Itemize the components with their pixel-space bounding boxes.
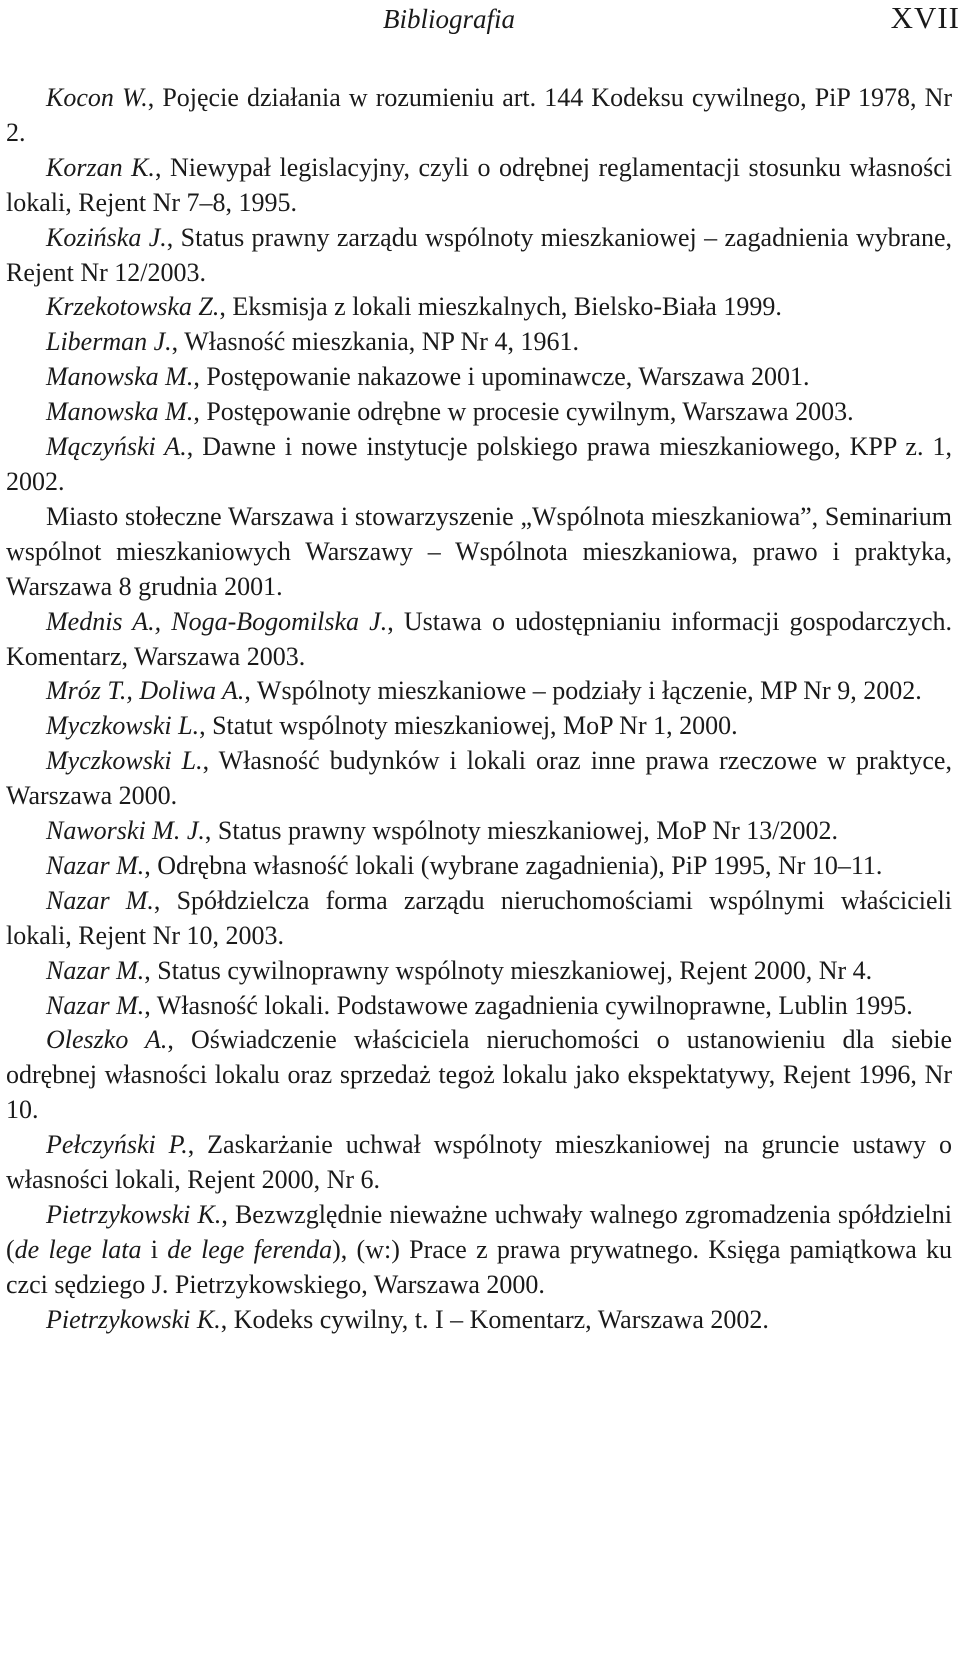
entry-text: , Ustawa o udostępnianiu informacji gospodarczych. Komentarz, Warszawa 2003.	[6, 606, 952, 671]
entry-text: , Własność lokali. Podstawowe zagadnienia cywilnoprawne, Lublin 1995.	[144, 990, 913, 1020]
entry-author: Nazar M.	[46, 850, 145, 880]
bibliography-entry	[6, 290, 952, 325]
entry-author: Kocon W.	[46, 83, 148, 112]
entry-text: , Kodeks cywilny, t. I – Komentarz, Warszawa 2002.	[220, 1304, 769, 1334]
bibliography-entry	[6, 395, 952, 430]
entry-author: Pełczyński P.	[46, 1130, 188, 1160]
bibliography-entry	[6, 605, 952, 675]
bibliography-entry	[6, 500, 952, 605]
entry-italic-text: de lege lata	[14, 1234, 142, 1264]
entry-text: , Spółdzielcza forma zarządu nieruchomościami wspólnymi właścicieli lokali, Rejent Nr 10, 2003.	[6, 885, 952, 950]
bibliography-entry	[6, 674, 952, 709]
entry-text: , Status prawny wspólnoty mieszkaniowej, MoP Nr 13/2002.	[204, 816, 838, 846]
entry-author: Oleszko A.	[46, 1025, 168, 1055]
entry-author: Liberman J.	[46, 327, 172, 357]
entry-text: Miasto stołeczne Warszawa i stowarzyszenie „Wspólnota mieszkaniowa”, Seminarium wspólnot mieszkaniowych Warszawy – Wspólnota mieszkaniowa, prawo i praktyka, Warszawa 8 grudnia 2001.	[6, 501, 952, 601]
bibliography-list	[6, 81, 952, 1338]
bibliography-entry	[6, 954, 952, 989]
entry-italic-text: de lege ferenda	[167, 1234, 333, 1264]
bibliography-entry	[6, 1023, 952, 1128]
entry-author: Mednis A., Noga-Bogomilska J.	[46, 606, 388, 636]
entry-text: , Zaskarżanie uchwał wspólnoty mieszkaniowej na gruncie ustawy o własności lokali, Rejent 2000, Nr 6.	[6, 1130, 952, 1195]
entry-text: , Pojęcie działania w rozumieniu art. 144 Kodeksu cywilnego, PiP 1978, Nr 2.	[6, 83, 952, 147]
bibliography-entry	[6, 325, 952, 360]
running-header	[0, 0, 960, 40]
section-title: Bibliografia	[383, 4, 516, 34]
entry-text: , Niewypał legislacyjny, czyli o odrębnej reglamentacji stosunku własności lokali, Rejent Nr 7–8, 1995.	[6, 152, 952, 217]
entry-text: , Postępowanie odrębne w procesie cywilnym, Warszawa 2003.	[193, 397, 854, 427]
entry-author: Pietrzykowski K.	[46, 1200, 222, 1229]
entry-text: , Dawne i nowe instytucje polskiego prawa mieszkaniowego, KPP z. 1, 2002.	[6, 432, 952, 496]
bibliography-entry	[6, 814, 952, 849]
bibliography-entry	[6, 151, 952, 221]
entry-author: Myczkowski L.	[46, 746, 203, 776]
entry-text: , Eksmisja z lokali mieszkalnych, Bielsko-Biała 1999.	[219, 292, 782, 322]
bibliography-entry	[6, 709, 952, 744]
bibliography-entry	[6, 1303, 952, 1338]
page-number: XVII	[890, 0, 960, 35]
bibliography-entry	[6, 744, 952, 814]
bibliography-entry	[6, 1128, 952, 1198]
entry-author: Manowska M.	[46, 362, 194, 392]
entry-author: Mróz T., Doliwa A.	[46, 676, 245, 706]
entry-author: Manowska M.	[46, 397, 194, 427]
entry-text: ), (w:) Prace z prawa prywatnego. Księga pamiątkowa ku czci sędziego J. Pietrzykowskiego, Warszawa 2000.	[6, 1234, 952, 1299]
bibliography-entry	[6, 221, 952, 291]
entry-author: Nazar M.	[46, 955, 145, 985]
entry-text: , Postępowanie nakazowe i upominawcze, Warszawa 2001.	[193, 362, 810, 392]
entry-author: Nazar M.	[46, 885, 154, 915]
entry-author: Krzekotowska Z.	[46, 292, 220, 322]
bibliography-entry	[6, 430, 952, 500]
entry-author: Korzan K.	[46, 152, 155, 182]
entry-author: Pietrzykowski K.	[46, 1304, 221, 1334]
bibliography-entry	[6, 1198, 952, 1303]
entry-text: i	[141, 1234, 168, 1264]
entry-author: Naworski M. J.	[46, 816, 205, 846]
bibliography-entry	[6, 849, 952, 884]
bibliography-entry	[6, 360, 952, 395]
bibliography-entry	[6, 81, 952, 151]
entry-author: Kozińska J.	[46, 222, 167, 252]
entry-author: Nazar M.	[46, 990, 145, 1020]
entry-text: , Oświadczenie właściciela nieruchomości o ustanowieniu dla siebie odrębnej własności lokalu oraz sprzedaż tegoż lokalu jako ekspektatywy, Rejent 1996, Nr 10.	[6, 1025, 952, 1125]
entry-text: , Własność budynków i lokali oraz inne prawa rzeczowe w praktyce, Warszawa 2000.	[6, 746, 952, 811]
entry-author: Myczkowski L.	[46, 711, 200, 741]
bibliography-entry	[6, 884, 952, 954]
entry-text: , Status prawny zarządu wspólnoty mieszkaniowej – zagadnienia wybrane, Rejent Nr 12/2003.	[6, 222, 952, 287]
entry-author: Mączyński A.	[46, 432, 187, 462]
entry-text: , Odrębna własność lokali (wybrane zagadnienia), PiP 1995, Nr 10–11.	[144, 850, 883, 880]
entry-text: , Bezwzględnie nieważne uchwały walnego zgromadzenia spółdzielni (	[6, 1200, 952, 1264]
entry-text: , Własność mieszkania, NP Nr 4, 1961.	[171, 327, 579, 357]
entry-text: , Statut wspólnoty mieszkaniowej, MoP Nr 1, 2000.	[199, 711, 738, 741]
entry-text: , Wspólnoty mieszkaniowe – podziały i łączenie, MP Nr 9, 2002.	[244, 676, 922, 706]
bibliography-entry	[6, 989, 952, 1024]
entry-text: , Status cywilnoprawny wspólnoty mieszkaniowej, Rejent 2000, Nr 4.	[144, 955, 873, 985]
